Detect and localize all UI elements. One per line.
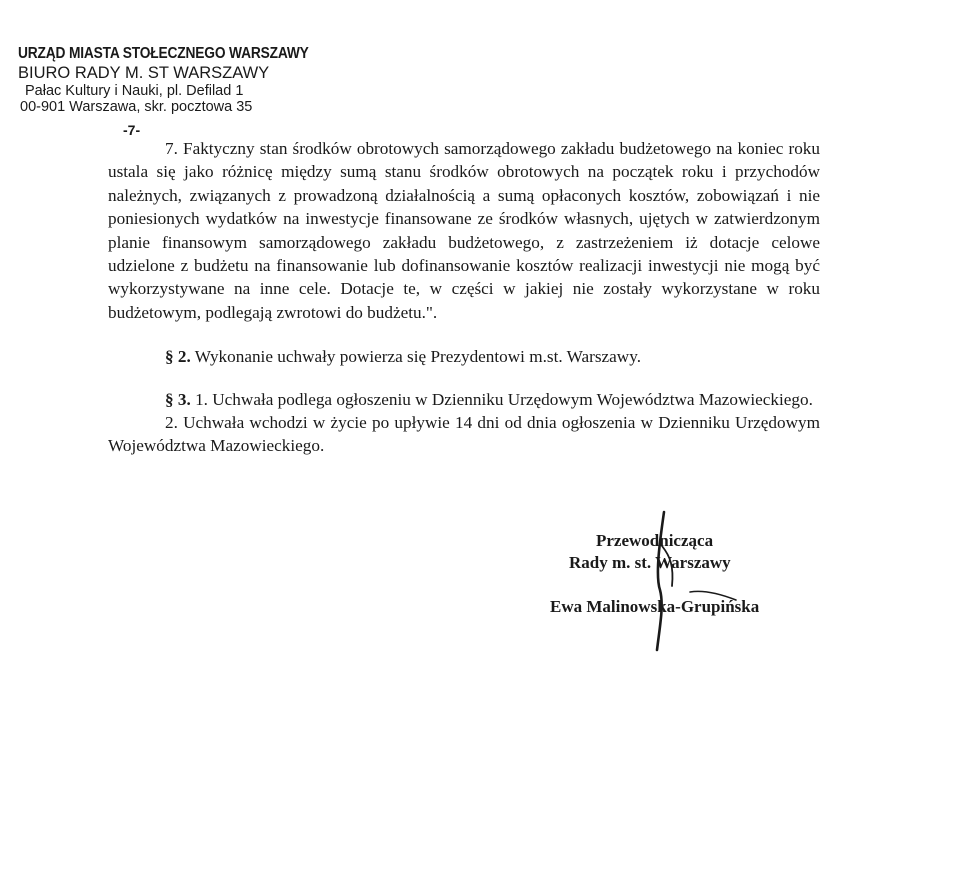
stamp-postal-address: 00-901 Warszawa, skr. pocztowa 35 (20, 99, 253, 115)
section-2 (108, 345, 820, 368)
section-3-text: 1. Uchwała podlega ogłoszeniu w Dzienniku Urzędowym Województwa Mazowieckiego. (190, 389, 813, 409)
page-number: -7- (123, 122, 141, 138)
section-3-point-2: 2. Uchwała wchodzi w życie po upływie 14 dni od dnia ogłoszenia w Dzienniku Urzędowym Województwa Mazowieckiego. (108, 413, 820, 456)
office-stamp (18, 46, 318, 115)
signatory-name: Ewa Malinowska-Grupińska (550, 597, 760, 616)
stamp-address: Pałac Kultury i Nauki, pl. Defilad 1 (25, 82, 244, 99)
section-2-mark: § 2. (165, 347, 191, 367)
stamp-bureau-name: BIURO RADY M. ST WARSZAWY (18, 64, 270, 82)
paragraph-7: 7. Faktyczny stan środków obrotowych samorządowego zakładu budżetowego na koniec roku ustala się jako różnicę między sumą stanu środków obrotowych na początek roku i przychodów należnych, związanych z prowadzoną działalnością a sumą opłaconych kosztów, zobowiązań i nie poniesionych wydatków na inwestycje finansowane ze środków własnych, ujętych w zatwierdzonym planie finansowym samorządowego zakładu budżetowego, z zastrzeżeniem iż dotacje celowe udzielone z budżetu na finansowanie lub dofinansowanie kosztów realizacji inwestycji nie mogą być wykorzystywane na inne cele. Dotacje te, w części w jakiej nie zostały wykorzystane w roku budżetowym, podlegają zwrotowi do budżetu.". (108, 139, 820, 322)
signatory-title: Przewodnicząca (596, 531, 714, 550)
document-body (108, 137, 820, 458)
section-3 (108, 388, 820, 411)
section-3-mark: § 3. (165, 389, 191, 409)
signatory-body: Rady m. st. Warszawy (569, 553, 731, 572)
section-2-text: Wykonanie uchwały powierza się Prezydentowi m.st. Warszawy. (190, 347, 641, 367)
stamp-office-name: URZĄD MIASTA STOŁECZNEGO WARSZAWY (18, 45, 309, 62)
